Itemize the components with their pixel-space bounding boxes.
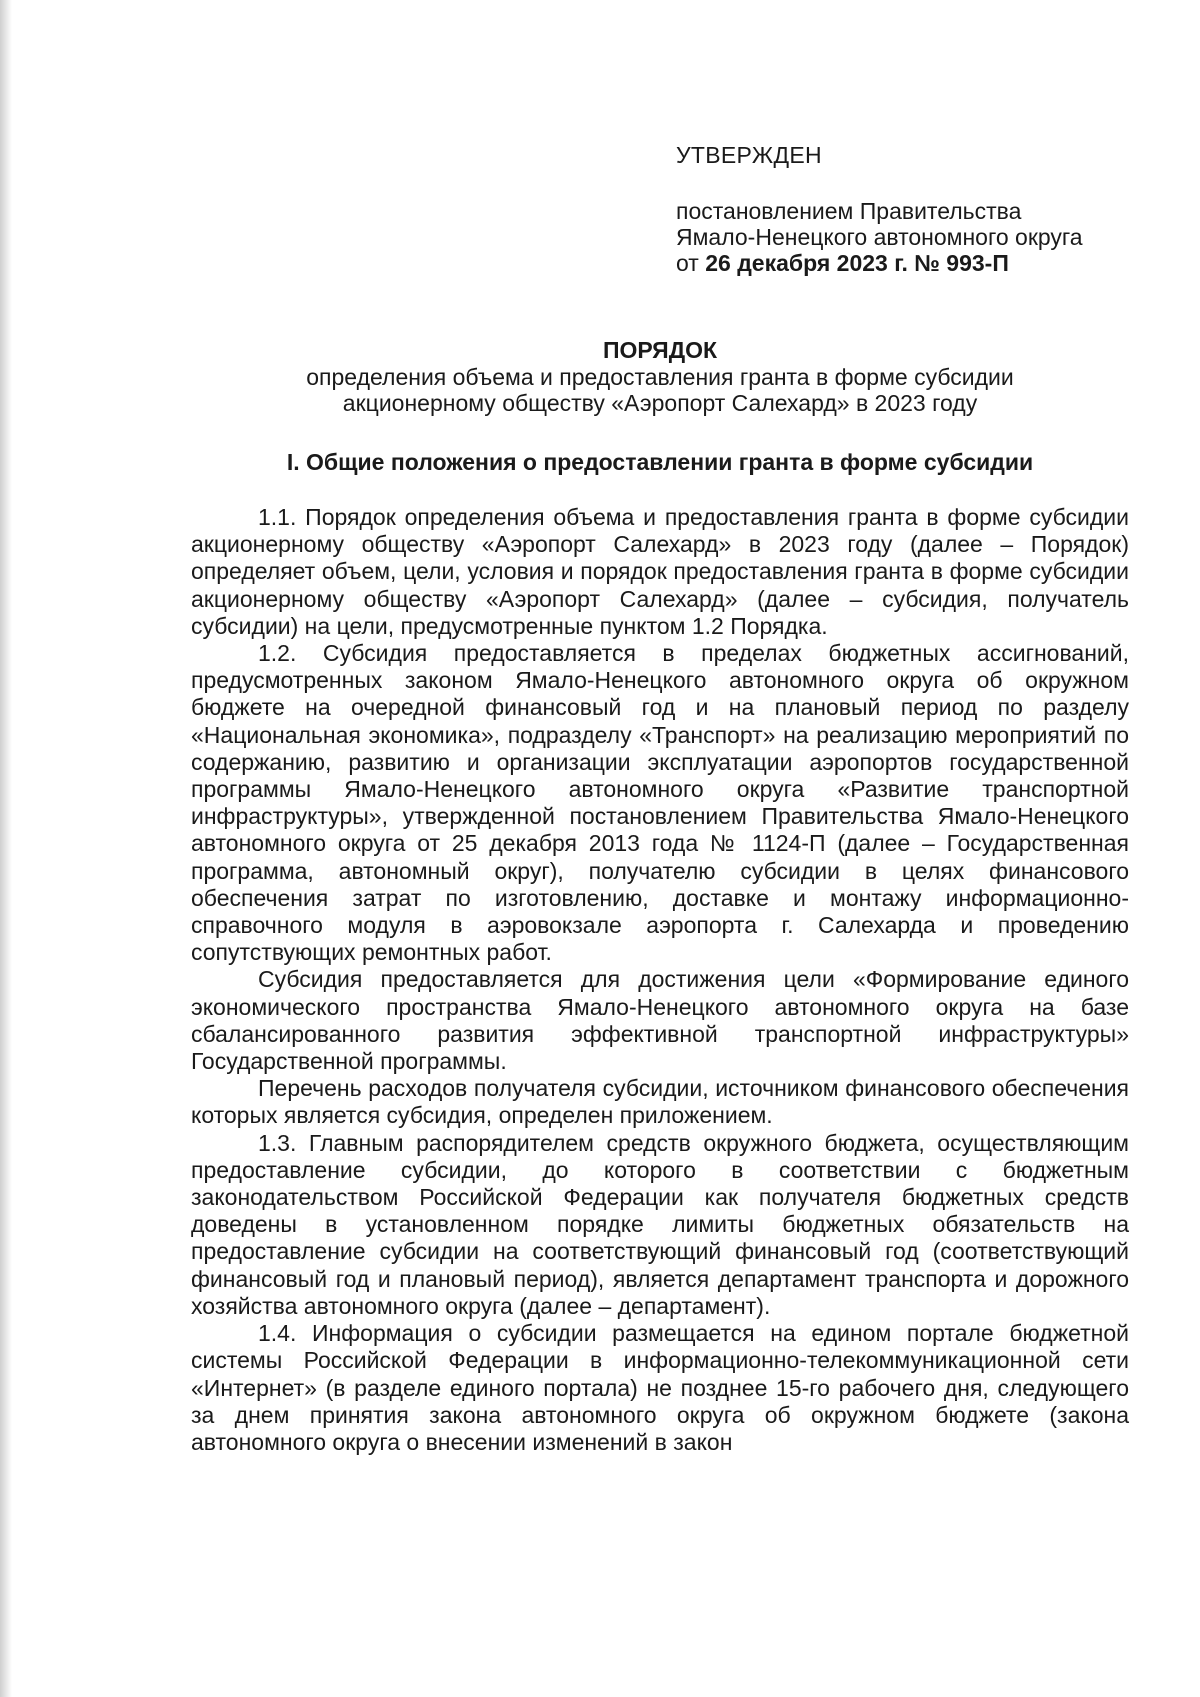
paragraph-1-3: 1.3. Главным распорядителем средств окружного бюджета, осуществляющим предоставление субсидии, до которого в соответствии с бюджетным законодательством Российской Федерации как получателя бюджетных средств доведены в установленном порядке лимиты бюджетных обязательств на предоставление субсидии на соответствующий финансовый год (соответствующий финансовый год и плановый период), является департамент транспорта и дорожного хозяйства автономного округа (далее – департамент). — [191, 1129, 1129, 1319]
paragraph-1-2-expenses: Перечень расходов получателя субсидии, источником финансового обеспечения которых является субсидия, определен приложением. — [191, 1075, 1129, 1129]
approval-date-prefix: от — [676, 250, 706, 276]
document-title — [190, 337, 1130, 416]
paragraph-1-1: 1.1. Порядок определения объема и предоставления гранта в форме субсидии акционерному обществу «Аэропорт Салехард» в 2023 году (далее – Порядок) определяет объем, цели, условия и порядок предоставления гранта в форме субсидии акционерному обществу «Аэропорт Салехард» (далее – субсидия, получатель субсидии) на цели, предусмотренные пунктом 1.2 Порядка. — [191, 504, 1129, 639]
approval-date-number: 26 декабря 2023 г. № 993-П — [705, 250, 1009, 276]
scan-left-edge — [0, 0, 12, 1697]
paragraph-1-2-purpose: Субсидия предоставляется для достижения цели «Формирование единого экономического пространства Ямало-Ненецкого автономного округа на базе сбалансированного развития эффективной транспортной инфраструктуры» Государственной программы. — [191, 966, 1129, 1075]
section-heading: I. Общие положения о предоставлении гранта в форме субсидии — [286, 449, 1034, 475]
paragraph-1-4: 1.4. Информация о субсидии размещается на едином портале бюджетной системы Российской Федерации в информационно-телекоммуникационной сети «Интернет» (в разделе единого портала) не позднее 15-го рабочего дня, следующего за днем принятия закона автономного округа об окружном бюджете (закона автономного округа о внесении изменений в закон — [191, 1320, 1129, 1455]
title-line-1: определения объема и предоставления гранта в форме субсидии — [306, 364, 1014, 390]
document-body — [191, 504, 1129, 1456]
paragraph-1-2: 1.2. Субсидия предоставляется в пределах бюджетных ассигнований, предусмотренных законом Ямало-Ненецкого автономного округа об окружном бюджете на очередной финансовый год и на плановый период по разделу «Национальная экономика», подразделу «Транспорт» на реализацию мероприятий по содержанию, развитию и организации эксплуатации аэропортов государственной программы Ямало-Ненецкого автономного округа «Развитие транспортной инфраструктуры», утвержденной постановлением Правительства Ямало-Ненецкого автономного округа от 25 декабря 2013 года № 1124-П (далее – Государственная программа, автономный округ), получателю субсидии в целях финансового обеспечения затрат по изготовлению, доставке и монтажу информационно-справочного модуля в аэровокзале аэропорта г. Салехарда и проведению сопутствующих ремонтных работ. — [191, 640, 1129, 966]
approval-line-2: Ямало-Ненецкого автономного округа — [676, 224, 1083, 250]
approval-block — [676, 142, 1156, 276]
approval-stamp: УТВЕРЖДЕН — [676, 142, 822, 168]
approval-line-1: постановлением Правительства — [676, 198, 1022, 224]
title-line-2: акционерному обществу «Аэропорт Салехард» в 2023 году — [342, 390, 978, 416]
approval-date — [676, 250, 1156, 276]
title-main: ПОРЯДОК — [602, 337, 718, 363]
